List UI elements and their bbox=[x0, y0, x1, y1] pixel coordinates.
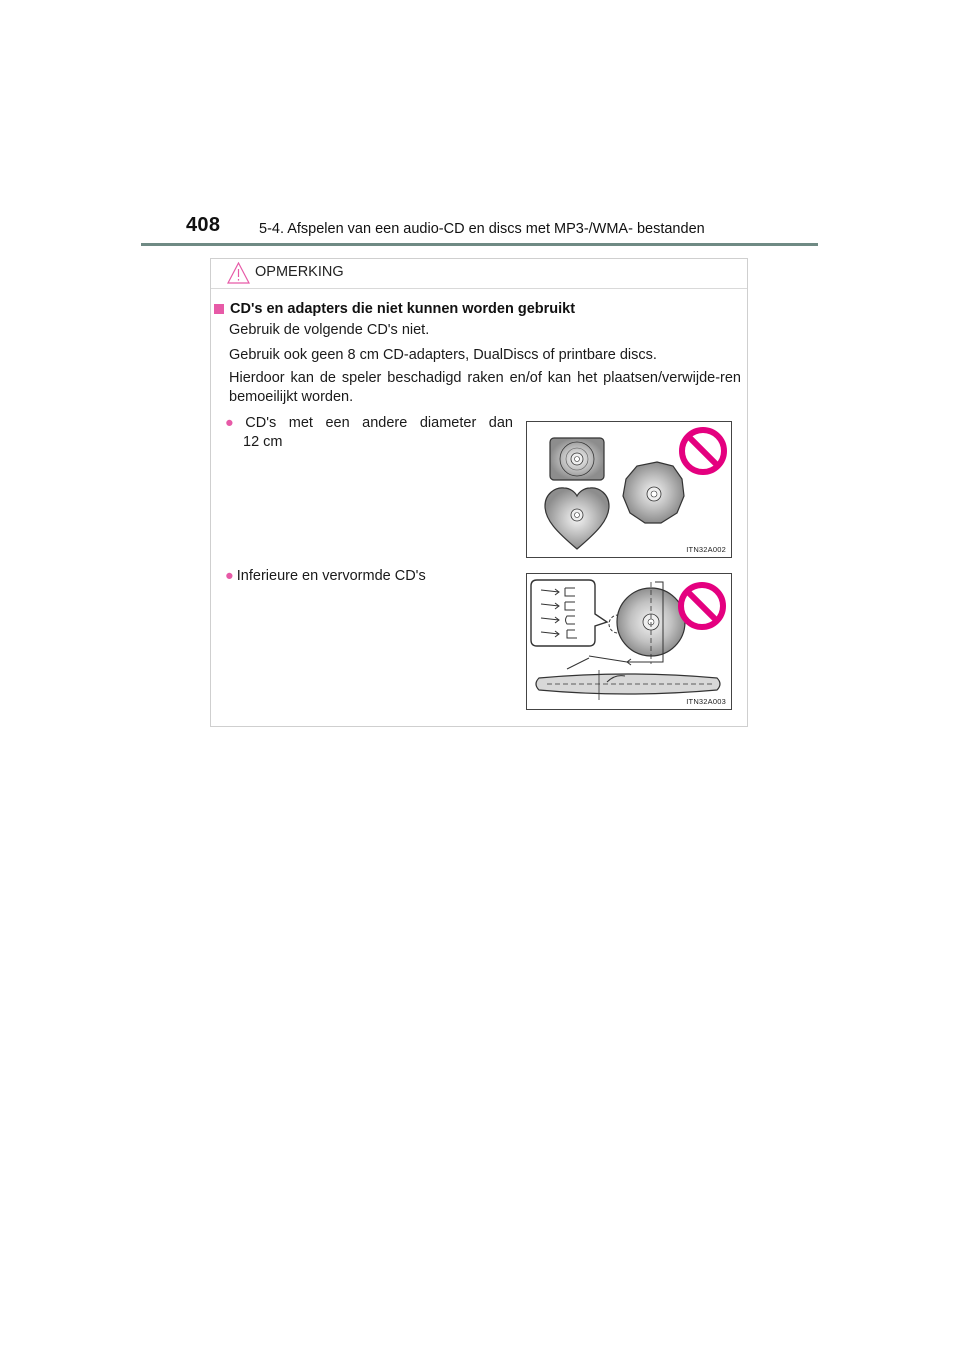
notice-title: OPMERKING bbox=[255, 264, 344, 280]
paragraph: Hierdoor kan de speler beschadigd raken en/of kan het plaatsen/verwijde-ren bemoeilijkt worden. bbox=[229, 370, 741, 405]
notice-header bbox=[211, 259, 747, 289]
bullet-line-2: 12 cm bbox=[243, 434, 283, 450]
bullet-line-1 bbox=[225, 414, 513, 433]
illustration-odd-shaped-cds bbox=[526, 421, 732, 558]
round-bullet-icon: ● bbox=[225, 568, 234, 584]
bullet-item-deformed bbox=[225, 567, 426, 586]
section-title: 5-4. Afspelen van een audio-CD en discs met MP3-/WMA- bestanden bbox=[259, 221, 705, 237]
notice-heading bbox=[214, 301, 575, 317]
bullet-text: CD's met een andere diameter dan bbox=[245, 415, 513, 431]
notice-box bbox=[210, 258, 748, 727]
square-bullet-icon bbox=[214, 304, 224, 314]
warning-icon bbox=[227, 262, 250, 284]
figure-code: ITN32A003 bbox=[686, 697, 726, 706]
prohibition-icon bbox=[681, 585, 723, 627]
header-rule bbox=[141, 243, 818, 246]
paragraph: Gebruik de volgende CD's niet. bbox=[229, 322, 430, 338]
page-number: 408 bbox=[186, 214, 221, 236]
prohibition-icon bbox=[682, 430, 724, 472]
bullet-text: Inferieure en vervormde CD's bbox=[236, 568, 426, 584]
illustration-deformed-cds bbox=[526, 573, 732, 710]
round-bullet-icon: ● bbox=[225, 415, 243, 431]
paragraph: Gebruik ook geen 8 cm CD-adapters, DualDiscs of printbare discs. bbox=[229, 347, 657, 363]
bullet-item-diameter bbox=[225, 414, 513, 452]
figure-code: ITN32A002 bbox=[686, 545, 726, 554]
notice-heading-text: CD's en adapters die niet kunnen worden gebruikt bbox=[230, 301, 576, 317]
